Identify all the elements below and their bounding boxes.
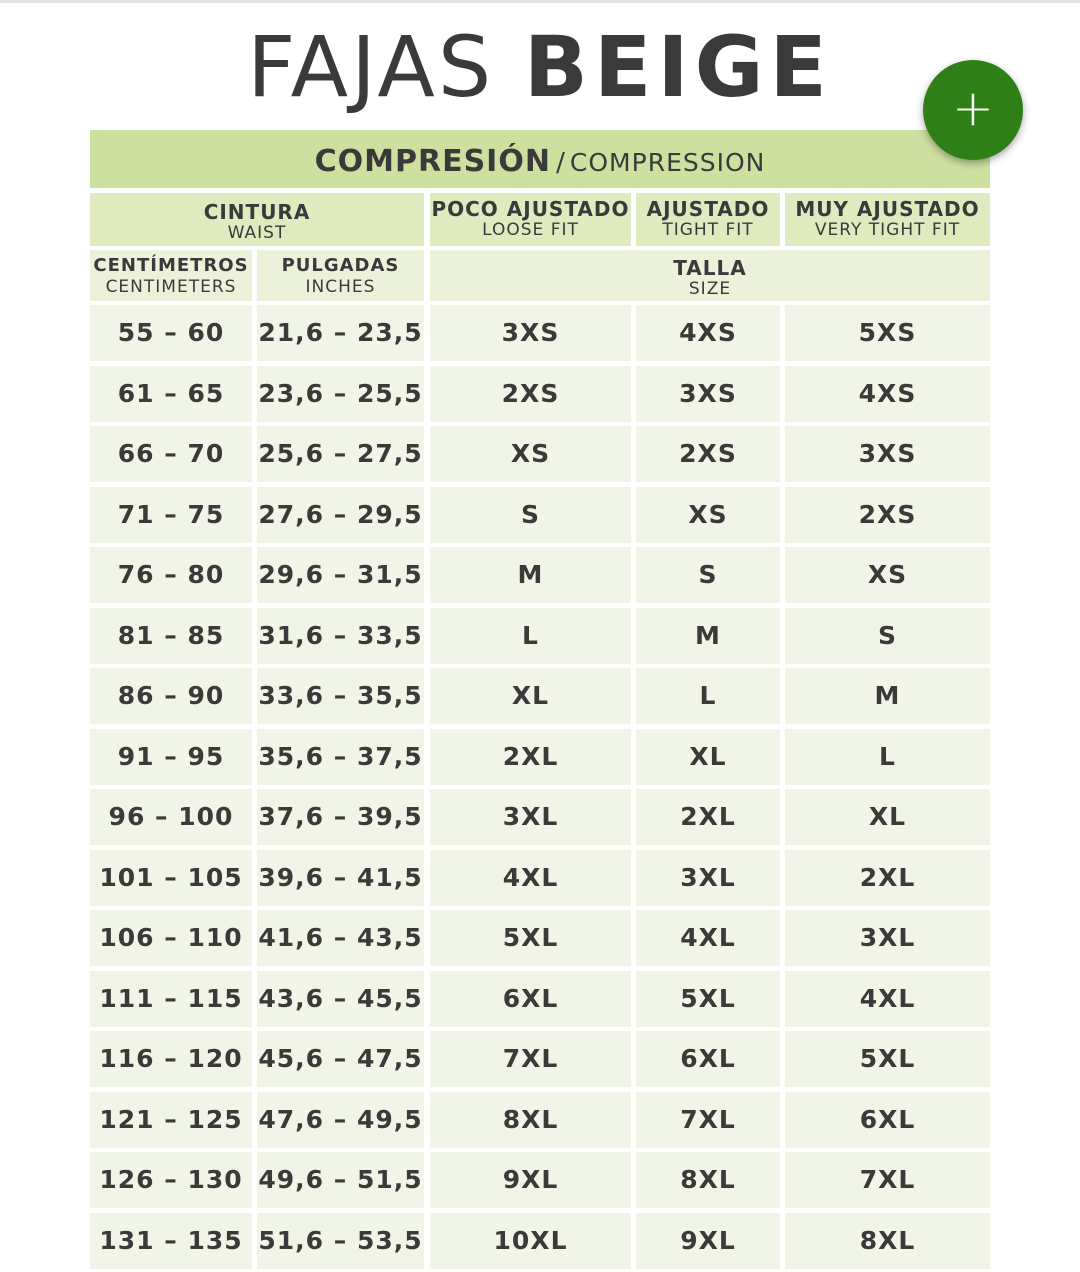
cell-very-tight-fit [785,789,990,845]
cell-loose-fit-value: 3XL [502,802,559,831]
cell-inches-value: 41,6 – 43,5 [258,923,423,952]
cell-very-tight-fit-value: 3XS [858,439,917,468]
cell-loose-fit [430,1152,631,1208]
cell-inches-value: 33,6 – 35,5 [258,681,423,710]
cell-inches-value: 29,6 – 31,5 [258,560,423,589]
cell-very-tight-fit-value: 7XL [859,1165,916,1194]
title-bold: BEIGE [523,18,833,116]
cell-tight-fit [636,1152,780,1208]
cell-very-tight-fit-value: 2XL [859,863,916,892]
cell-inches [257,487,424,543]
cell-very-tight-fit-value: L [879,742,896,771]
cell-very-tight-fit [785,850,990,906]
cell-inches [257,608,424,664]
cell-tight-fit [636,426,780,482]
cell-inches-value: 37,6 – 39,5 [258,802,423,831]
cell-tight-fit-value: 2XL [680,802,736,831]
cell-very-tight-fit-value: S [877,621,897,650]
cell-tight-fit-value: 5XL [680,984,736,1013]
cell-centimeters [90,608,252,664]
cell-centimeters-value: 55 – 60 [117,318,225,347]
cell-tight-fit [636,547,780,603]
page-title [0,18,1080,116]
cell-very-tight-fit [785,729,990,785]
cell-very-tight-fit [785,668,990,724]
cell-centimeters-value: 111 – 115 [99,984,243,1013]
cell-centimeters-value: 116 – 120 [99,1044,243,1073]
cell-inches [257,547,424,603]
cell-loose-fit [430,487,631,543]
cell-loose-fit-value: L [522,621,539,650]
cell-very-tight-fit [785,1092,990,1148]
banner-sep: / [556,148,565,178]
cell-tight-fit [636,608,780,664]
cell-loose-fit [430,850,631,906]
cell-inches [257,366,424,422]
cell-inches [257,971,424,1027]
cell-centimeters [90,850,252,906]
cell-loose-fit-value: 2XL [502,742,559,771]
cell-inches-value: 51,6 – 53,5 [258,1226,423,1255]
header-waist [90,193,424,246]
cell-loose-fit [430,1031,631,1087]
cell-centimeters-value: 81 – 85 [117,621,225,650]
cell-loose-fit-value: 4XL [502,863,559,892]
cell-centimeters [90,910,252,966]
cell-loose-fit [430,426,631,482]
cell-very-tight-fit [785,1213,990,1269]
cell-tight-fit [636,668,780,724]
cell-inches-value: 49,6 – 51,5 [258,1165,423,1194]
cell-centimeters-value: 106 – 110 [99,923,243,952]
cell-inches-value: 21,6 – 23,5 [258,318,423,347]
cell-inches-value: 27,6 – 29,5 [258,500,423,529]
cell-centimeters [90,1092,252,1148]
cell-inches [257,1152,424,1208]
cell-centimeters-value: 131 – 135 [99,1226,243,1255]
cell-very-tight-fit-value: 5XS [858,318,917,347]
header-very-tight-es: MUY AJUSTADO [795,197,980,221]
cell-loose-fit-value: 2XS [501,379,560,408]
header-waist-es: CINTURA [203,200,311,224]
header-size-en: SIZE [688,279,732,299]
cell-tight-fit-value: 3XS [679,379,737,408]
cell-centimeters [90,668,252,724]
cell-tight-fit-value: 3XL [680,863,736,892]
header-very-tight-en: VERY TIGHT FIT [814,220,961,240]
cell-centimeters-value: 66 – 70 [117,439,225,468]
cell-centimeters [90,1031,252,1087]
cell-tight-fit-value: L [699,681,717,710]
cell-centimeters-value: 71 – 75 [117,500,225,529]
cell-tight-fit [636,850,780,906]
header-centimeters-es: CENTÍMETROS [93,255,249,276]
cell-tight-fit-value: 4XL [680,923,736,952]
cell-tight-fit [636,305,780,361]
cell-tight-fit [636,789,780,845]
cell-very-tight-fit [785,608,990,664]
cell-inches-value: 35,6 – 37,5 [258,742,423,771]
add-button[interactable] [923,60,1023,160]
top-divider [0,0,1080,3]
cell-very-tight-fit [785,971,990,1027]
cell-very-tight-fit [785,426,990,482]
cell-tight-fit-value: M [695,621,721,650]
header-waist-en: WAIST [227,223,287,243]
cell-inches [257,1031,424,1087]
cell-tight-fit-value: 2XS [679,439,737,468]
cell-inches [257,789,424,845]
header-inches-en: INCHES [305,277,376,297]
cell-tight-fit [636,729,780,785]
cell-tight-fit-value: 9XL [680,1226,736,1255]
cell-inches-value: 25,6 – 27,5 [258,439,423,468]
cell-centimeters-value: 121 – 125 [99,1105,243,1134]
cell-centimeters [90,366,252,422]
header-size-es: TALLA [673,256,747,280]
cell-centimeters [90,426,252,482]
cell-loose-fit-value: 3XS [501,318,560,347]
header-tight-en: TIGHT FIT [662,220,754,240]
cell-very-tight-fit-value: 5XL [859,1044,916,1073]
cell-very-tight-fit-value: XL [868,802,907,831]
cell-loose-fit [430,729,631,785]
cell-tight-fit [636,971,780,1027]
header-centimeters-en: CENTIMETERS [105,277,237,297]
cell-centimeters [90,1213,252,1269]
cell-tight-fit [636,910,780,966]
cell-centimeters-value: 126 – 130 [99,1165,243,1194]
cell-tight-fit [636,366,780,422]
cell-centimeters [90,729,252,785]
cell-inches-value: 23,6 – 25,5 [258,379,423,408]
cell-inches [257,426,424,482]
cell-very-tight-fit-value: 2XS [858,500,917,529]
cell-tight-fit-value: XS [688,500,728,529]
cell-inches [257,305,424,361]
cell-inches-value: 31,6 – 33,5 [258,621,423,650]
cell-tight-fit [636,1031,780,1087]
cell-tight-fit-value: 7XL [680,1105,736,1134]
cell-loose-fit [430,1213,631,1269]
header-inches [257,250,424,301]
compression-banner [90,130,990,188]
cell-tight-fit-value: 8XL [680,1165,736,1194]
banner-es: COMPRESIÓN [314,144,551,179]
cell-tight-fit [636,1092,780,1148]
cell-centimeters [90,547,252,603]
header-inches-es: PULGADAS [281,255,400,276]
cell-very-tight-fit-value: 8XL [859,1226,916,1255]
cell-very-tight-fit [785,487,990,543]
cell-centimeters-value: 86 – 90 [117,681,225,710]
cell-very-tight-fit-value: M [874,681,901,710]
title-light: FAJAS [247,18,495,116]
cell-loose-fit-value: 7XL [502,1044,559,1073]
cell-inches [257,1213,424,1269]
cell-very-tight-fit-value: 4XS [858,379,917,408]
cell-very-tight-fit [785,910,990,966]
cell-loose-fit [430,547,631,603]
cell-loose-fit-value: 8XL [502,1105,559,1134]
cell-loose-fit [430,789,631,845]
cell-loose-fit [430,608,631,664]
cell-tight-fit [636,487,780,543]
header-tight-es: AJUSTADO [646,197,770,221]
plus-icon: + [952,79,994,137]
cell-tight-fit-value: S [698,560,718,589]
cell-inches-value: 39,6 – 41,5 [258,863,423,892]
cell-loose-fit-value: XL [511,681,550,710]
cell-inches [257,850,424,906]
cell-loose-fit-value: 9XL [502,1165,559,1194]
cell-loose-fit [430,971,631,1027]
cell-centimeters [90,971,252,1027]
cell-very-tight-fit [785,305,990,361]
cell-centimeters [90,487,252,543]
cell-loose-fit-value: 5XL [502,923,559,952]
cell-loose-fit [430,366,631,422]
cell-centimeters-value: 76 – 80 [117,560,225,589]
header-size [430,250,990,301]
cell-loose-fit [430,910,631,966]
cell-tight-fit-value: 4XS [679,318,737,347]
cell-tight-fit-value: XL [689,742,727,771]
cell-loose-fit-value: XS [510,439,551,468]
cell-centimeters-value: 91 – 95 [117,742,225,771]
cell-loose-fit [430,668,631,724]
cell-very-tight-fit [785,1031,990,1087]
cell-very-tight-fit-value: XS [867,560,908,589]
cell-very-tight-fit [785,1152,990,1208]
header-loose-es: POCO AJUSTADO [431,197,630,221]
cell-loose-fit [430,1092,631,1148]
header-loose-fit [430,193,631,246]
cell-centimeters-value: 61 – 65 [117,379,225,408]
cell-very-tight-fit-value: 4XL [859,984,916,1013]
banner-en: COMPRESSION [569,148,766,177]
header-loose-en: LOOSE FIT [482,220,579,240]
cell-loose-fit-value: S [520,500,540,529]
cell-centimeters [90,1152,252,1208]
cell-centimeters [90,789,252,845]
cell-inches [257,668,424,724]
cell-loose-fit-value: M [517,560,544,589]
header-centimeters [90,250,252,301]
cell-inches-value: 45,6 – 47,5 [258,1044,423,1073]
cell-very-tight-fit-value: 6XL [859,1105,916,1134]
cell-centimeters [90,305,252,361]
cell-very-tight-fit [785,366,990,422]
cell-inches-value: 43,6 – 45,5 [258,984,423,1013]
cell-very-tight-fit-value: 3XL [859,923,916,952]
cell-loose-fit-value: 10XL [493,1226,568,1255]
cell-tight-fit [636,1213,780,1269]
cell-loose-fit-value: 6XL [502,984,559,1013]
cell-inches [257,1092,424,1148]
cell-centimeters-value: 101 – 105 [99,863,243,892]
cell-centimeters-value: 96 – 100 [108,802,234,831]
cell-inches [257,729,424,785]
cell-inches-value: 47,6 – 49,5 [258,1105,423,1134]
cell-loose-fit [430,305,631,361]
header-very-tight-fit [785,193,990,246]
cell-inches [257,910,424,966]
cell-very-tight-fit [785,547,990,603]
header-tight-fit [636,193,780,246]
cell-tight-fit-value: 6XL [680,1044,736,1073]
